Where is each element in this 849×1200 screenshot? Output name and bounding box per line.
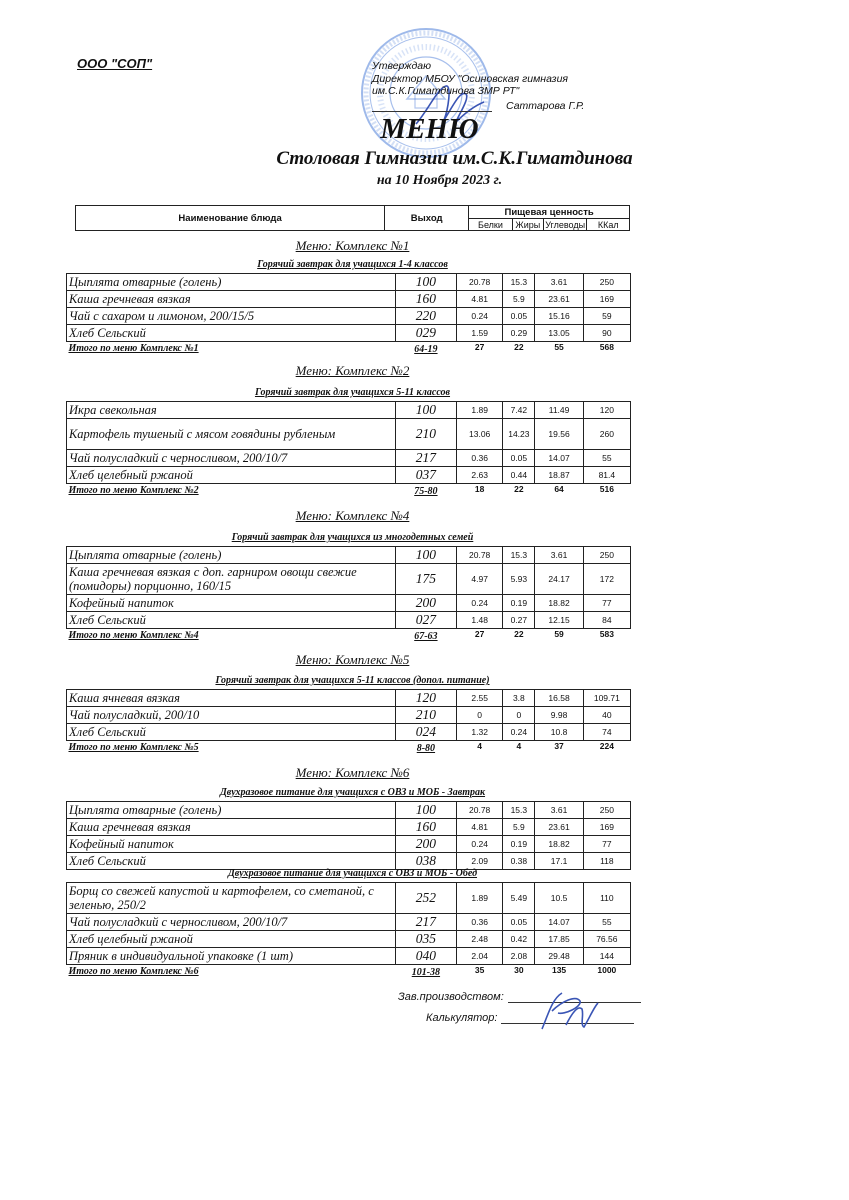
table-row [67,819,631,836]
dish-carbs: 18.87 [535,467,583,484]
dish-kcal: 260 [583,419,630,450]
approval-signature-line [372,111,492,112]
dish-name: Икра свекольная [67,402,396,419]
dish-fat: 7.42 [503,402,535,419]
page-title: МЕНЮ [380,113,479,145]
dish-protein: 0 [457,707,503,724]
dish-carbs: 16.58 [535,690,583,707]
total-label: Итого по меню Комплекс №2 [68,485,199,496]
approval-position: Директор МБОУ "Осиновская гимназия [372,72,569,85]
canteen-name: Столовая Гимназии им.С.К.Гиматдинова [276,148,633,169]
dish-carbs: 15.16 [535,308,583,325]
dish-name: Хлеб целебный ржаной [67,931,396,948]
dish-output: 210 [395,707,456,724]
menu-table [66,273,631,356]
dish-fat: 0.05 [503,308,535,325]
dish-protein: 2.04 [457,948,503,965]
dish-fat: 0.42 [503,931,535,948]
dish-carbs: 23.61 [535,819,583,836]
dish-fat: 3.8 [503,690,535,707]
dish-name: Каша ячневая вязкая [67,690,396,707]
dish-kcal: 81.4 [583,467,630,484]
dish-fat: 0.05 [503,914,535,931]
col-nutrition: Пищевая ценность [469,206,630,219]
dish-protein: 20.78 [457,274,503,291]
dish-name: Картофель тушеный с мясом говядины рубленым [67,419,396,450]
dish-kcal: 90 [583,325,630,342]
organization-name: ООО "СОП" [77,56,153,71]
dish-carbs: 9.98 [535,707,583,724]
dish-carbs: 3.61 [535,802,583,819]
dish-kcal: 169 [583,819,630,836]
section-subtitle: Горячий завтрак для учащихся 5-11 классов [254,387,451,398]
table-row [67,291,631,308]
dish-carbs: 24.17 [535,564,583,595]
dish-output: 210 [395,419,456,450]
dish-kcal: 77 [583,595,630,612]
dish-protein: 13.06 [457,419,503,450]
total-row [67,965,631,980]
dish-kcal: 144 [583,948,630,965]
dish-carbs: 14.07 [535,914,583,931]
dish-fat: 15.3 [503,274,535,291]
production-manager-label: Зав.производством: [398,991,504,1003]
total-carbs: 59 [554,629,564,639]
total-output: 64-19 [414,343,438,355]
total-kcal: 1000 [597,965,617,975]
section-title: Меню: Комплекс №6 [295,765,410,780]
dish-name: Чай полусладкий с черносливом, 200/10/7 [67,914,396,931]
dish-protein: 1.48 [457,612,503,629]
total-row [67,342,631,357]
dish-fat: 5.93 [503,564,535,595]
table-row [67,853,631,870]
dish-name: Хлеб Сельский [67,325,396,342]
dish-fat: 0.27 [503,612,535,629]
dish-kcal: 250 [583,802,630,819]
dish-fat: 5.49 [503,883,535,914]
dish-fat: 5.9 [503,819,535,836]
dish-protein: 1.59 [457,325,503,342]
dish-protein: 0.36 [457,914,503,931]
dish-output: 175 [395,564,456,595]
dish-carbs: 3.61 [535,547,583,564]
title-block [0,113,849,189]
dish-kcal: 84 [583,612,630,629]
dish-name: Каша гречневая вязкая [67,819,396,836]
dish-protein: 0.24 [457,308,503,325]
total-kcal: 583 [599,629,614,639]
dish-protein: 0.24 [457,595,503,612]
dish-name: Цыплята отварные (голень) [67,547,396,564]
table-row [67,802,631,819]
dish-protein: 4.81 [457,819,503,836]
section-subtitle: Двухразовое питание для учащихся с ОВЗ и МОБ - Завтрак [219,787,486,798]
table-row [67,707,631,724]
total-output: 8-80 [416,742,436,754]
section-title: Меню: Комплекс №1 [295,238,410,253]
dish-carbs: 19.56 [535,419,583,450]
table-row [67,325,631,342]
dish-output: 029 [395,325,456,342]
dish-protein: 2.63 [457,467,503,484]
dish-protein: 4.81 [457,291,503,308]
menu-table [66,689,631,755]
total-kcal: 516 [599,484,614,494]
dish-carbs: 10.5 [535,883,583,914]
dish-fat: 0.38 [503,853,535,870]
dish-protein: 1.32 [457,724,503,741]
dish-name: Борщ со свежей капустой и картофелем, со сметаной, с зеленью, 250/2 [67,883,396,914]
total-fat: 22 [514,629,524,639]
table-row [67,883,631,914]
dish-kcal: 169 [583,291,630,308]
total-row [67,629,631,644]
total-fat: 22 [514,484,524,494]
total-output: 67-63 [414,630,438,642]
table-row [67,595,631,612]
dish-kcal: 172 [583,564,630,595]
total-fat: 4 [516,741,522,751]
dish-output: 217 [395,914,456,931]
dish-name: Цыплята отварные (голень) [67,274,396,291]
dish-fat: 0.44 [503,467,535,484]
dish-carbs: 17.1 [535,853,583,870]
dish-protein: 4.97 [457,564,503,595]
column-header-table [75,205,630,231]
dish-kcal: 40 [583,707,630,724]
total-protein: 27 [474,342,485,352]
table-row [67,274,631,291]
calculator-signature [522,985,602,1035]
total-label: Итого по меню Комплекс №4 [68,630,199,641]
dish-kcal: 120 [583,402,630,419]
section-title: Меню: Комплекс №2 [295,363,410,378]
approval-school: им.С.К.Гиматдинова ЗМР РТ" [372,85,520,97]
col-fat: Жиры [512,219,543,231]
dish-output: 037 [395,467,456,484]
dish-carbs: 12.15 [535,612,583,629]
dish-protein: 1.89 [457,402,503,419]
dish-output: 220 [395,308,456,325]
dish-carbs: 14.07 [535,450,583,467]
col-carbs: Углеводы [545,219,586,230]
dish-output: 217 [395,450,456,467]
production-manager-line [398,991,641,1003]
dish-output: 038 [395,853,456,870]
total-label: Итого по меню Комплекс №5 [68,742,199,753]
total-protein: 35 [474,965,485,975]
dish-kcal: 55 [583,914,630,931]
total-protein: 27 [474,629,485,639]
total-row [67,741,631,756]
section-subtitle: Горячий завтрак для учащихся 1-4 классов [257,259,448,270]
col-protein: Белки [469,219,513,231]
dish-output: 200 [395,595,456,612]
dish-fat: 0.24 [503,724,535,741]
dish-name: Хлеб целебный ржаной [67,467,396,484]
total-label: Итого по меню Комплекс №1 [68,343,199,354]
dish-name: Чай полусладкий, 200/10 [67,707,396,724]
dish-protein: 20.78 [457,802,503,819]
dish-name: Пряник в индивидуальной упаковке (1 шт) [67,948,396,965]
total-protein: 4 [477,741,483,751]
dish-protein: 2.48 [457,931,503,948]
dish-kcal: 118 [583,853,630,870]
menu-table [66,882,631,979]
dish-output: 252 [395,883,456,914]
dish-kcal: 59 [583,308,630,325]
table-row [67,547,631,564]
dish-carbs: 17.85 [535,931,583,948]
dish-kcal: 250 [583,274,630,291]
total-kcal: 224 [599,741,614,751]
table-row [67,612,631,629]
table-row [67,724,631,741]
dish-protein: 20.78 [457,547,503,564]
dish-fat: 15.3 [503,802,535,819]
dish-name: Кофейный напиток [67,836,396,853]
total-output: 75-80 [414,485,438,497]
dish-output: 027 [395,612,456,629]
dish-carbs: 23.61 [535,291,583,308]
dish-output: 024 [395,724,456,741]
dish-protein: 2.55 [457,690,503,707]
menu-table [66,401,631,498]
dish-carbs: 3.61 [535,274,583,291]
section-subtitle: Двухразовое питание для учащихся с ОВЗ и МОБ - Обед [227,868,478,879]
dish-output: 100 [395,547,456,564]
total-fat: 22 [514,342,524,352]
table-row [67,690,631,707]
total-kcal: 568 [599,342,614,352]
dish-protein: 0.36 [457,450,503,467]
dish-output: 100 [395,274,456,291]
dish-name: Чай полусладкий с черносливом, 200/10/7 [67,450,396,467]
dish-fat: 2.08 [503,948,535,965]
approval-block [372,60,584,112]
dish-name: Чай с сахаром и лимоном, 200/15/5 [67,308,396,325]
dish-fat: 14.23 [503,419,535,450]
dish-output: 035 [395,931,456,948]
dish-fat: 0.19 [503,595,535,612]
table-row [67,308,631,325]
dish-output: 200 [395,836,456,853]
dish-kcal: 77 [583,836,630,853]
table-row [67,467,631,484]
menu-table [66,546,631,643]
dish-fat: 0.05 [503,450,535,467]
total-fat: 30 [514,965,524,975]
col-kcal: ККал [587,219,630,231]
total-carbs: 37 [554,741,564,751]
dish-carbs: 11.49 [535,402,583,419]
dish-name: Хлеб Сельский [67,853,396,870]
approval-signer: Саттарова Г.Р. [506,99,585,112]
table-row [67,948,631,965]
dish-protein: 1.89 [457,883,503,914]
table-row [67,402,631,419]
dish-carbs: 18.82 [535,836,583,853]
section-title: Меню: Комплекс №5 [295,652,410,667]
dish-output: 100 [395,802,456,819]
dish-name: Цыплята отварные (голень) [67,802,396,819]
dish-kcal: 109.71 [583,690,630,707]
dish-kcal: 74 [583,724,630,741]
total-protein: 18 [474,484,485,494]
col-name: Наименование блюда [76,206,385,231]
dish-kcal: 55 [583,450,630,467]
dish-carbs: 18.82 [535,595,583,612]
dish-protein: 2.09 [457,853,503,870]
table-row [67,419,631,450]
col-output: Выход [385,206,469,231]
approval-label: Утверждаю [372,60,432,72]
dish-output: 160 [395,819,456,836]
total-carbs: 55 [554,342,564,352]
total-carbs: 135 [551,965,567,975]
table-row [67,931,631,948]
dish-protein: 0.24 [457,836,503,853]
dish-fat: 5.9 [503,291,535,308]
dish-name: Хлеб Сельский [67,724,396,741]
total-output: 101-38 [411,966,441,978]
table-row [67,564,631,595]
dish-output: 100 [395,402,456,419]
dish-fat: 0.29 [503,325,535,342]
dish-fat: 0 [503,707,535,724]
menu-date: на 10 Ноября 2023 г. [376,173,503,188]
dish-carbs: 29.48 [535,948,583,965]
calculator-label: Калькулятор: [426,1012,498,1024]
total-label: Итого по меню Комплекс №6 [68,966,199,977]
dish-fat: 0.19 [503,836,535,853]
dish-output: 040 [395,948,456,965]
dish-name: Каша гречневая вязкая с доп. гарниром овощи свежие (помидоры) порционно, 160/15 [67,564,396,595]
dish-kcal: 110 [583,883,630,914]
dish-kcal: 76.56 [583,931,630,948]
dish-output: 160 [395,291,456,308]
section-subtitle: Горячий завтрак для учащихся 5-11 классов (допол. питание) [215,675,490,686]
section-subtitle: Горячий завтрак для учащихся из многодетных семей [231,532,474,543]
dish-fat: 15.3 [503,547,535,564]
section-title: Меню: Комплекс №4 [295,508,410,523]
dish-name: Каша гречневая вязкая [67,291,396,308]
dish-carbs: 10.8 [535,724,583,741]
menu-table [66,801,631,870]
dish-name: Хлеб Сельский [67,612,396,629]
table-row [67,450,631,467]
table-row [67,914,631,931]
table-row [67,836,631,853]
total-row [67,484,631,499]
dish-kcal: 250 [583,547,630,564]
total-carbs: 64 [554,484,564,494]
dish-carbs: 13.05 [535,325,583,342]
dish-name: Кофейный напиток [67,595,396,612]
dish-output: 120 [395,690,456,707]
